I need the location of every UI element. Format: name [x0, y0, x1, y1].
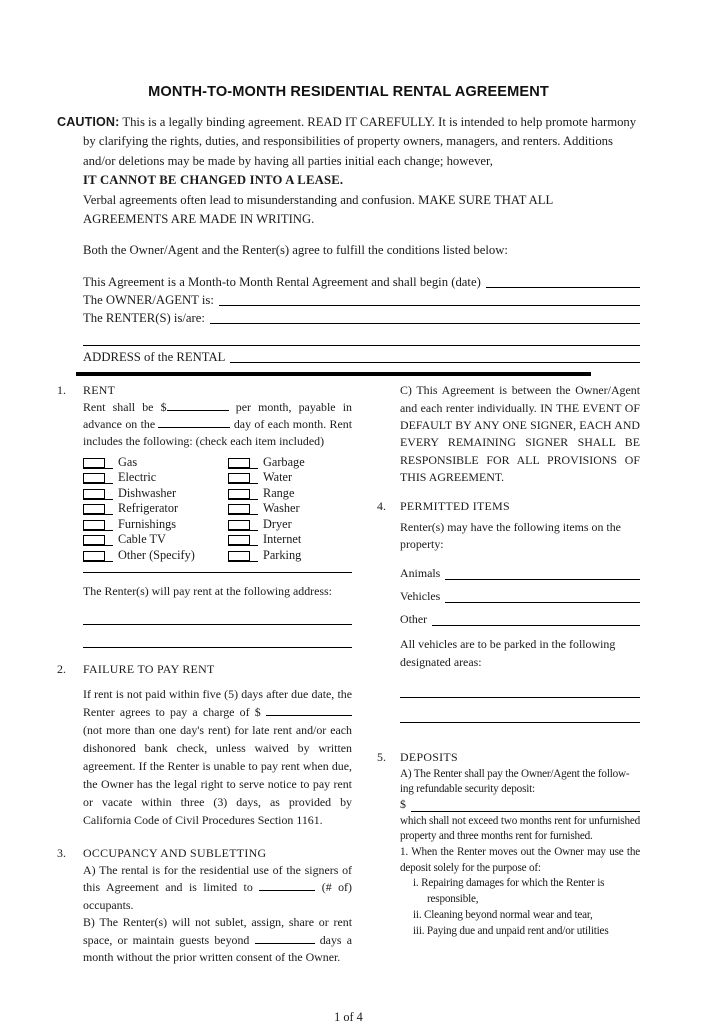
- pay-address-blank-2[interactable]: [83, 625, 352, 648]
- occupant-count-blank[interactable]: [259, 880, 315, 891]
- rent-text-1: Rent shall be $: [83, 400, 167, 415]
- checkbox-box-icon: [228, 504, 250, 514]
- other-items-row: [400, 605, 640, 628]
- checkbox-internet[interactable]: [228, 535, 258, 546]
- caution-text2: Verbal agreements often lead to misunderstanding and confusion. MAKE SURE THAT ALL AGREEMENTS ARE MADE IN WRITING.: [83, 192, 553, 227]
- other-items-label: Other: [400, 611, 428, 626]
- utility-option: [228, 484, 352, 500]
- pay-address-text: The Renter(s) will pay rent at the following address:: [83, 583, 332, 598]
- utility-label: Range: [263, 485, 295, 500]
- animals-row: [400, 559, 640, 582]
- due-day-blank[interactable]: [158, 417, 230, 428]
- failure-text-1: If rent is not paid within five (5) days after due date, the Renter agrees to pay a charge of $: [83, 686, 352, 719]
- agree-line: Both the Owner/Agent and the Renter(s) agree to fulfill the conditions listed below:: [83, 243, 508, 258]
- utility-label: Dryer: [263, 516, 292, 531]
- caution-paragraph: [57, 113, 640, 171]
- caution-block: [57, 113, 640, 229]
- renters-row: [83, 308, 640, 326]
- individual-liability-paragraph: C) This Agreement is between the Owner/Agent and each renter individually. IN THE EVENT OF DEFAULT BY ANY ONE SIGNER, EACH AND EVERY REMAINING SIGNER SHALL BE RESPONSIBLE FOR ALL PROVISIONS OF THIS AGREEMENT.: [400, 383, 640, 484]
- deposit-limit-text: which shall not exceed two months rent for unfurnished property and three months rent for furnished.: [400, 814, 640, 843]
- utility-label: Parking: [263, 547, 302, 562]
- checkbox-washer[interactable]: [228, 504, 258, 515]
- renters-blank[interactable]: [210, 311, 640, 324]
- document-title: MONTH-TO-MONTH RESIDENTIAL RENTAL AGREEMENT: [148, 84, 549, 100]
- utility-label: Gas: [118, 454, 138, 469]
- caution-label: CAUTION:: [57, 115, 120, 129]
- checkbox-furnishings[interactable]: [83, 520, 113, 531]
- parking-areas-text: All vehicles are to be parked in the following designated areas:: [400, 637, 616, 669]
- rental-address-label: ADDRESS of the RENTAL: [83, 350, 226, 365]
- deposit-amount-blank[interactable]: [411, 799, 640, 812]
- utility-option: [83, 515, 228, 531]
- checkbox-other[interactable]: [83, 551, 113, 562]
- parking-areas-blank-2[interactable]: [400, 698, 640, 723]
- caution-text: This is a legally binding agreement. READ IT CAREFULLY. It is intended to help promote harmony by clarifying the rights, duties, and responsibilities of property owners, managers, and renters. Additions and/or deletions may be made by having all parties initial each change; however,: [83, 115, 637, 168]
- occupancy-a-text-1: A) The rental is for the residential use of the signers of this Agreement and is limited to: [83, 862, 352, 895]
- failure-text-2: (not more than one day's rent) for late rent and/or each dishonored bank check, unless waived by written agreement. If the Renter is unable to pay rent when due, the Owner has the legal right to serve notice to pay rent or vacate within three (3) days, as provided by California Code of Civil Procedures Section 1161.: [83, 722, 352, 827]
- begin-date-blank[interactable]: [486, 275, 640, 288]
- utility-option: [228, 469, 352, 485]
- checkbox-box-icon: [83, 458, 105, 468]
- checkbox-box-icon: [228, 489, 250, 499]
- deposit-purpose-item: ii. Cleaning beyond normal wear and tear,: [413, 908, 593, 921]
- checkbox-box-icon: [83, 520, 105, 530]
- checkbox-garbage[interactable]: [228, 458, 258, 469]
- utility-option: [83, 469, 228, 485]
- checkbox-box-icon: [83, 551, 105, 561]
- section-occupancy: [57, 845, 352, 966]
- checkbox-box-icon: [228, 551, 250, 561]
- deposits-a-line-2: ing refundable security deposit:: [400, 783, 535, 796]
- renters-overflow-blank[interactable]: [83, 326, 640, 346]
- owner-agent-label: The OWNER/AGENT is:: [83, 293, 214, 308]
- vehicles-blank[interactable]: [445, 590, 640, 603]
- utility-option: [228, 453, 352, 469]
- utility-option: [83, 500, 228, 516]
- checkbox-box-icon: [83, 535, 105, 545]
- deposit-purpose-item: i. Repairing damages for which the Renter is responsible,: [413, 877, 605, 905]
- section-deposits-number: 5.: [377, 750, 386, 765]
- checkbox-box-icon: [228, 458, 250, 468]
- late-charge-blank[interactable]: [266, 705, 352, 716]
- caution-bold-line: IT CANNOT BE CHANGED INTO A LEASE.: [83, 173, 344, 188]
- utility-label: Electric: [118, 470, 157, 485]
- checkbox-electric[interactable]: [83, 473, 113, 484]
- page-number: 1 of 4: [334, 1010, 363, 1024]
- section-deposits: [377, 749, 640, 939]
- section-failure-heading: FAILURE TO PAY RENT: [83, 661, 215, 676]
- section-individual-liability: [377, 382, 640, 486]
- section-divider-rule: [76, 372, 591, 376]
- occupancy-b-text-2: days a month without the prior written consent of the Owner.: [83, 932, 352, 964]
- deposit-purposes-list: [400, 876, 640, 939]
- checkbox-box-icon: [228, 473, 250, 483]
- utility-option: [83, 531, 228, 547]
- checkbox-box-icon: [83, 489, 105, 499]
- section-failure-to-pay: [57, 661, 352, 829]
- utility-option: [83, 484, 228, 500]
- other-items-blank[interactable]: [432, 613, 640, 626]
- page-content: [57, 84, 640, 1024]
- section-rent: [57, 382, 352, 648]
- rental-address-row: [83, 347, 640, 365]
- utility-label: Other (Specify): [118, 547, 195, 562]
- utility-label: Internet: [263, 532, 302, 547]
- occupancy-a-paragraph: [83, 862, 352, 914]
- utility-option: [228, 546, 352, 562]
- checkbox-range[interactable]: [228, 489, 258, 500]
- utilities-checklist: [83, 453, 352, 562]
- vehicles-row: [400, 582, 640, 605]
- renters-label: The RENTER(S) is/are:: [83, 311, 205, 326]
- utility-option: [83, 453, 228, 469]
- checkbox-box-icon: [83, 504, 105, 514]
- utility-label: Furnishings: [118, 516, 177, 531]
- two-column-body: [57, 382, 640, 966]
- guest-days-blank[interactable]: [255, 933, 315, 944]
- section-permitted-heading: PERMITTED ITEMS: [400, 499, 510, 514]
- owner-agent-row: [83, 290, 640, 308]
- utility-option: [83, 546, 228, 562]
- utility-label: Dishwasher: [118, 485, 177, 500]
- checkbox-water[interactable]: [228, 473, 258, 484]
- checkbox-box-icon: [228, 520, 250, 530]
- utility-label: Washer: [263, 501, 300, 516]
- rent-text-2: per month, payable in advance on the: [83, 400, 352, 432]
- utility-label: Cable TV: [118, 532, 166, 547]
- permitted-intro-text: Renter(s) may have the following items on the property:: [400, 519, 621, 551]
- checklist-separator-line: [83, 572, 352, 573]
- utility-option: [228, 500, 352, 516]
- dollar-sign: $: [400, 797, 406, 812]
- deposit-purpose-item: iii. Paying due and unpaid rent and/or utilities: [413, 924, 609, 937]
- utility-label: Refrigerator: [118, 501, 179, 516]
- utility-option: [228, 515, 352, 531]
- checkbox-cable-tv[interactable]: [83, 535, 113, 546]
- checkbox-box-icon: [228, 535, 250, 545]
- occupancy-b-text-1: B) The Renter(s) will not sublet, assign, share or rent space, or maintain guests beyond: [83, 915, 352, 947]
- checkbox-box-icon: [83, 473, 105, 483]
- section-occupancy-heading: OCCUPANCY AND SUBLETTING: [83, 845, 267, 860]
- begin-date-row: [83, 272, 640, 290]
- intro-block: [83, 241, 640, 365]
- deposit-use-text: 1. When the Renter moves out the Owner may use the deposit solely for the purpose of:: [400, 845, 640, 874]
- deposits-a-line-1: A) The Renter shall pay the Owner/Agent the follow-: [400, 767, 630, 780]
- utility-label: Garbage: [263, 454, 305, 469]
- section-occupancy-number: 3.: [57, 845, 66, 860]
- vehicles-label: Vehicles: [400, 588, 441, 603]
- right-column: [377, 382, 640, 966]
- owner-agent-blank[interactable]: [219, 293, 640, 306]
- animals-blank[interactable]: [445, 567, 640, 580]
- left-column: [57, 382, 352, 966]
- rent-amount-blank[interactable]: [167, 400, 229, 411]
- utility-option: [228, 531, 352, 547]
- occupancy-a-text-2: (# of) occupants.: [83, 880, 352, 912]
- parking-areas-blank-1[interactable]: [400, 671, 640, 698]
- section-rent-heading: RENT: [83, 383, 116, 398]
- animals-label: Animals: [400, 565, 441, 580]
- rental-address-blank[interactable]: [230, 350, 640, 363]
- section-deposits-heading: DEPOSITS: [400, 750, 458, 765]
- failure-paragraph: [83, 685, 352, 829]
- checkbox-gas[interactable]: [83, 458, 113, 469]
- pay-address-blank-1[interactable]: [83, 600, 352, 625]
- rent-text-3: day of each month. Rent includes the following: (check each item included): [83, 417, 352, 449]
- utility-label: Water: [263, 470, 293, 485]
- section-permitted-items: [377, 498, 640, 723]
- checkbox-dryer[interactable]: [228, 520, 258, 531]
- checkbox-parking[interactable]: [228, 551, 258, 562]
- deposit-amount-row: [400, 798, 640, 814]
- rent-paragraph: [83, 399, 352, 450]
- section-rent-number: 1.: [57, 383, 66, 398]
- checkbox-refrigerator[interactable]: [83, 504, 113, 515]
- section-permitted-number: 4.: [377, 499, 386, 514]
- checkbox-dishwasher[interactable]: [83, 489, 113, 500]
- begin-date-label: This Agreement is a Month-to Month Rental Agreement and shall begin (date): [83, 275, 481, 290]
- occupancy-b-paragraph: [83, 914, 352, 966]
- section-failure-number: 2.: [57, 661, 66, 676]
